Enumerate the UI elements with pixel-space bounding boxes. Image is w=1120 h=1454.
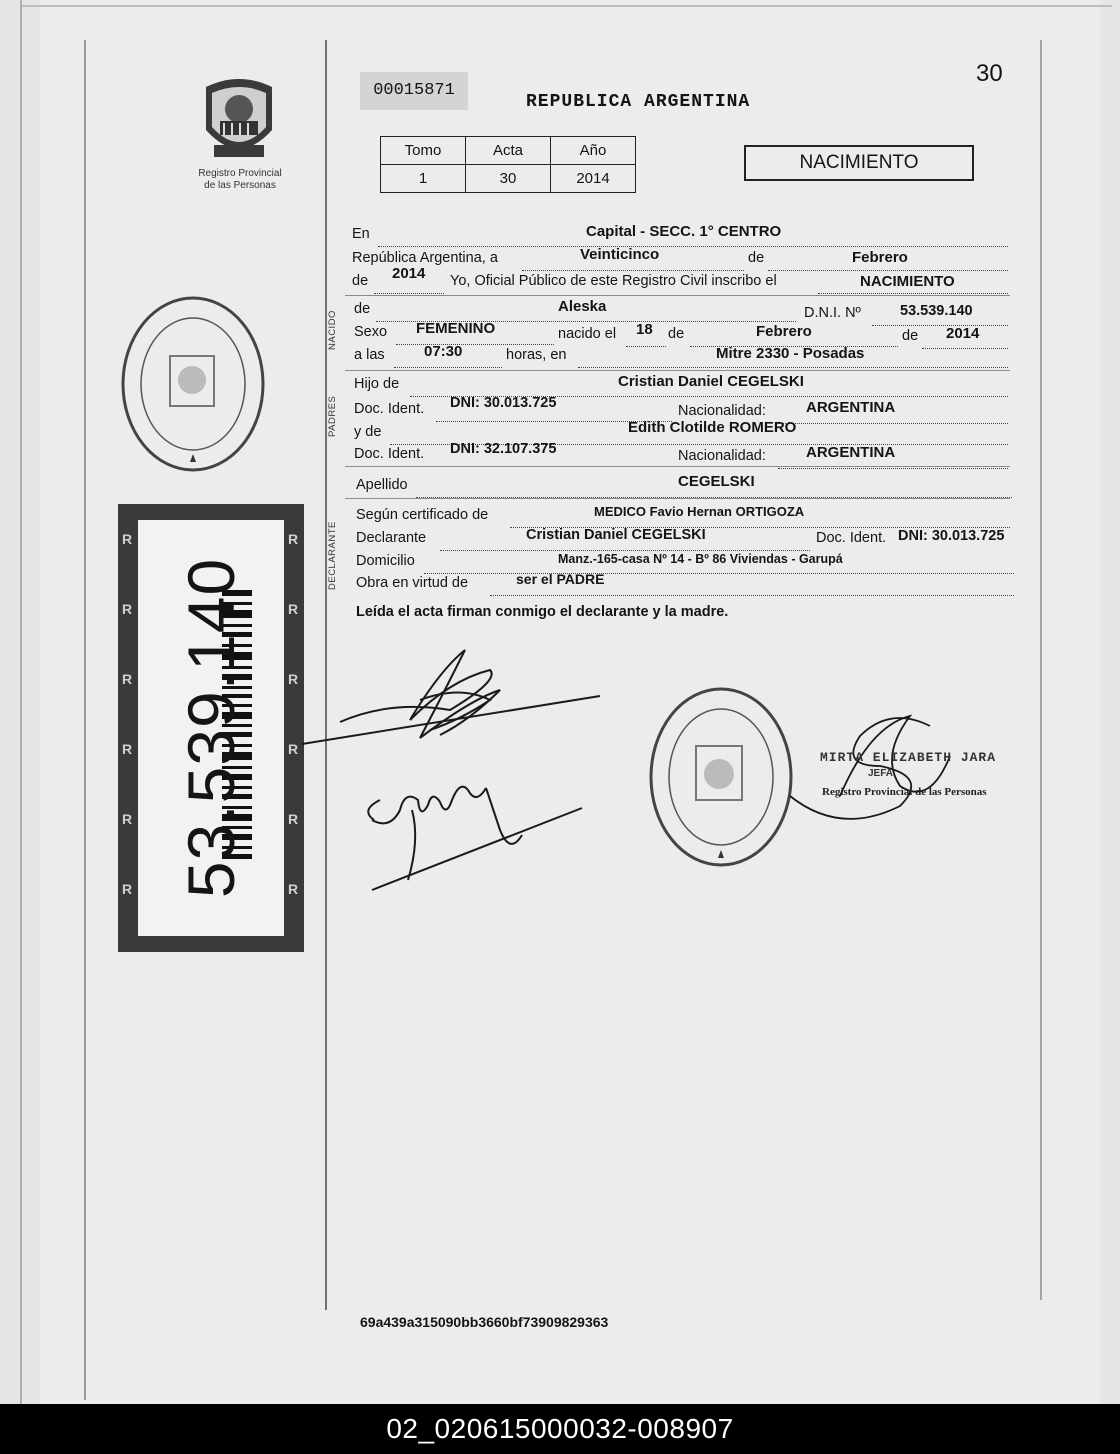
year-prefix-label: de [352,273,369,289]
father-doc-value: DNI: 30.013.725 [450,395,557,411]
record-table-value-row [381,165,636,193]
registry-caption-line1: Registro Provincial [198,168,282,179]
de3-label: de [902,328,919,344]
record-table [380,136,636,193]
svg-text:R: R [122,601,133,617]
official-seal-stamp [118,292,268,476]
dni-label: D.N.I. Nº [804,305,861,321]
declarante-doc-value: DNI: 30.013.725 [898,528,1005,544]
svg-text:R: R [288,741,299,757]
sexo-label: Sexo [354,324,388,340]
control-number: 00015871 [360,72,468,110]
record-table-cell: 1 [381,165,466,193]
declarante-label: Declarante [356,530,427,546]
hijo-label: Hijo de [354,376,400,392]
year-value: 2014 [392,265,426,282]
official-name: MIRTA ELIZABETH JARA [820,750,997,765]
section-divider [345,498,1010,499]
misiones-coat-of-arms-icon [198,75,280,165]
nacido-label: nacido el [558,326,617,342]
birth-day-value: 18 [636,321,653,338]
record-table-header: Año [551,137,636,165]
obra-value: ser el PADRE [516,571,605,587]
svg-text:R: R [288,671,299,687]
place-value: Capital - SECC. 1° CENTRO [586,223,782,240]
mother-doc-value: DNI: 32.107.375 [450,441,557,457]
footer-bar [0,1404,1120,1454]
segun-label: Según certificado de [356,507,489,523]
domicilio-label: Domicilio [356,553,415,569]
father-nationality-value: ARGENTINA [806,399,896,416]
time-value: 07:30 [424,343,463,360]
apellido-label: Apellido [356,477,408,493]
outer-page-edge [20,0,22,1404]
svg-text:R: R [122,811,133,827]
official-role: JEFA [868,768,894,779]
svg-text:R: R [288,811,299,827]
footer-id: 02_020615000032-008907 [386,1413,734,1444]
svg-text:R: R [288,531,299,547]
svg-text:R: R [122,671,133,687]
name-value: Aleska [558,298,607,315]
page-top-edge [22,5,1112,7]
section-divider [345,295,1010,296]
month-value: Febrero [852,249,908,266]
de2-label: de [668,326,685,342]
domicilio-value: Manz.-165-casa Nº 14 - Bº 86 Viviendas - Garupá [558,552,843,566]
declarante-value: Cristian Daniel CEGELSKI [526,527,706,543]
section-divider [345,466,1010,467]
mother-nationality-value: ARGENTINA [806,444,896,461]
sexo-value: FEMENINO [416,320,496,337]
section-label-padres: PADRES [327,395,338,437]
page-right-edge [1040,40,1042,1300]
de-label: de [748,250,765,266]
svg-text:R: R [288,881,299,897]
record-table-header: Tomo [381,137,466,165]
father-name-value: Cristian Daniel CEGELSKI [618,373,804,390]
doc-label: Doc. Ident. [354,401,425,417]
barcode-number: 53.539.140 [174,557,248,899]
record-table-header-row [381,137,636,165]
nacionalidad-label: Nacionalidad: [678,448,766,464]
page-title: REPUBLICA ARGENTINA [526,92,751,112]
name-label: de [354,301,371,317]
alas-label: a las [354,347,385,363]
svg-text:R: R [122,531,133,547]
official-registry: Registro Provincial de las Personas [822,786,987,798]
apellido-value: CEGELSKI [678,473,755,490]
record-type-box: NACIMIENTO [744,145,974,181]
official-seal-stamp [646,684,796,870]
oficial-text: Yo, Oficial Público de este Registro Civil inscribo el [450,273,777,289]
inscribo-value: NACIMIENTO [860,273,955,290]
record-table-header: Acta [466,137,551,165]
doc-label: Doc. Ident. [354,446,425,462]
page-left-edge [84,40,86,1400]
nacionalidad-label: Nacionalidad: [678,403,766,419]
en-label: En [352,226,370,242]
registry-caption [180,168,300,192]
mother-name-value: Edith Clotilde ROMERO [628,419,797,436]
registry-caption-line2: de las Personas [204,180,276,191]
svg-text:R: R [122,741,133,757]
day-value: Veinticinco [580,246,660,263]
record-table-cell: 2014 [551,165,636,193]
republica-label: República Argentina, a [352,250,498,266]
doc-label: Doc. Ident. [816,530,887,546]
obra-label: Obra en virtud de [356,575,469,591]
svg-text:R: R [288,601,299,617]
birthplace-value: Mitre 2330 - Posadas [716,345,865,362]
birth-month-value: Febrero [756,323,812,340]
document-hash: 69a439a315090bb3660bf73909829363 [360,1314,609,1330]
dni-value: 53.539.140 [900,303,973,319]
signatures [300,640,610,900]
section-divider [345,370,1010,371]
certificate-value: MEDICO Favio Hernan ORTIGOZA [594,504,805,519]
yde-label: y de [354,424,382,440]
section-label-nacido: NACIDO [327,310,338,350]
birth-year-value: 2014 [946,325,980,342]
page-number: 30 [976,60,1003,87]
closing-statement: Leída el acta firman conmigo el declarante y la madre. [356,604,729,620]
horas-label: horas, en [506,347,567,363]
record-table-cell: 30 [466,165,551,193]
svg-text:R: R [122,881,133,897]
section-label-declarante: DECLARANTE [327,521,338,590]
